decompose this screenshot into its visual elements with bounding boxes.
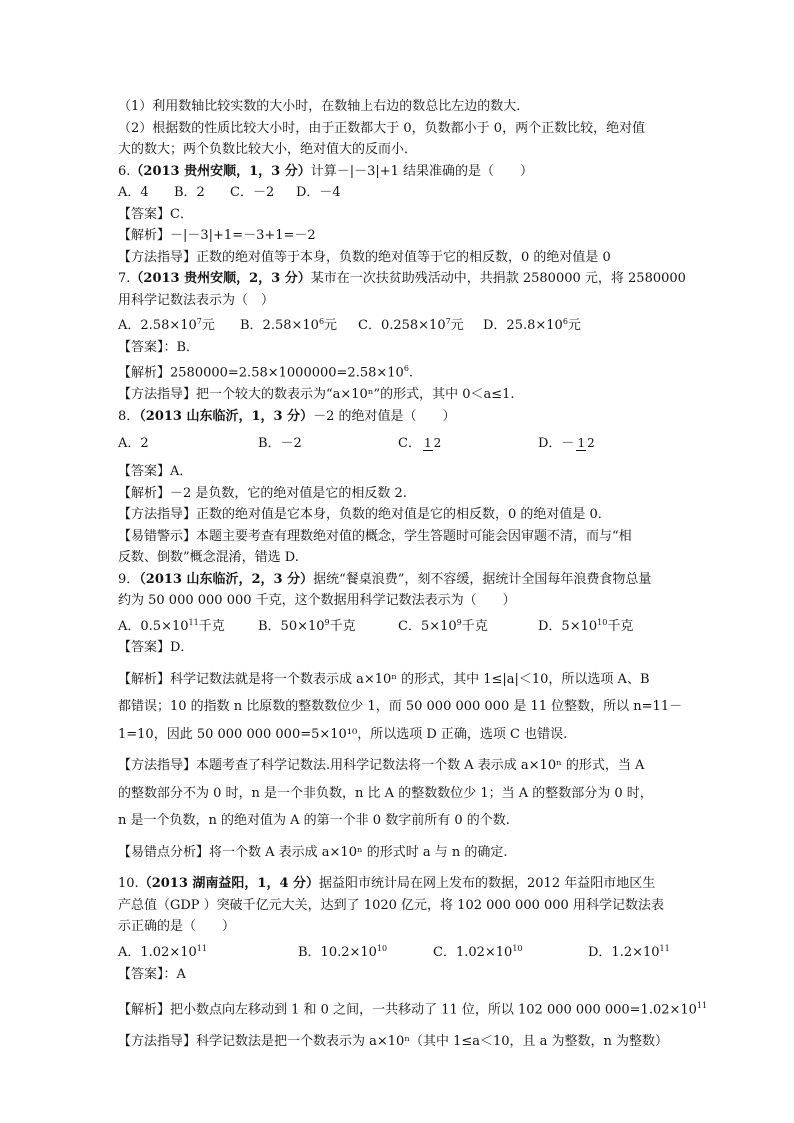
error-analysis: 【易错点分析】将一个数 A 表示成 a×10ⁿ 的形式时 a 与 n 的确定. <box>118 844 508 860</box>
warning: 反数、倒数”概念混淆，错选 D. <box>118 550 299 566</box>
option-c: C． 1 2 <box>398 435 442 452</box>
question-text: 据统“餐桌浪费”，刻不容缓，据统计全国每年浪费食物总量 <box>313 571 652 587</box>
question-number: 7. <box>118 271 131 286</box>
fraction: 1 2 <box>577 435 595 450</box>
question-9-options <box>118 612 678 638</box>
question-8-stem <box>118 406 678 428</box>
question-9-stem <box>118 569 678 591</box>
option-a: A．$1.02\times 10^{11}$ <box>118 943 207 961</box>
question-text: －2 的绝对值是（ ） <box>313 408 456 424</box>
question-text: 用科学记数法表示为（ ） <box>118 292 275 308</box>
paragraph: 大的数大；两个负数比较大小，绝对值大的反而小． <box>118 142 418 157</box>
question-text: 计算－|－3|+1 结果准确的是（ ） <box>310 163 534 179</box>
analysis: 【解析】－2 是负数，它的绝对值是它的相反数 2. <box>118 485 407 501</box>
option-d: D．$25.8\times 10^6$元 <box>483 317 581 334</box>
method-guide: 的整数部分不为 0 时，n 是一个非负数，n 比 A 的整数数位少 1；当 A 的整数部分为 0 时， <box>118 785 653 801</box>
question-source: （2013 山东临沂，1，3 分） <box>139 408 314 424</box>
question-text: 某市在一次扶贫助残活动中，共捐款 2580000 元，将 2580000 <box>310 271 686 286</box>
question-10-options <box>118 938 678 964</box>
question-text: 产总值（GDP ）突破千亿元大关，达到了 1020 亿元，将 102 000 000 000 用科学记数法表 <box>118 897 664 913</box>
option-d: D．－ 1 2 <box>538 435 595 452</box>
question-6-options <box>118 182 678 204</box>
question-source: （2013 山东临沂，2，3 分） <box>139 571 314 587</box>
option-c: C．$0.258\times 10^7$元 <box>358 317 464 334</box>
answer: 【答案】：A <box>118 966 186 982</box>
option-a: A．$0.5\times 10^{11}$千克 <box>118 617 225 634</box>
question-7-options <box>118 311 678 337</box>
option-a: A．2 <box>118 436 149 452</box>
question-6-stem <box>118 161 678 183</box>
option-c: C．$1.02\times 10^{10}$ <box>433 943 523 961</box>
method-guide: 【方法指导】正数的绝对值等于本身，负数的绝对值等于它的相反数，0 的绝对值是 0 <box>118 249 611 265</box>
option-a: A．$2.58\times 10^7$元 <box>118 317 215 334</box>
warning: 【易错警示】本题主要考查有理数绝对值的概念，学生答题时可能会因审题不清，而与“相 <box>118 528 632 544</box>
analysis: 【解析】科学记数法就是将一个数表示成 a×10ⁿ 的形式，其中 1≤|a|＜10，所以选项 A、B <box>118 671 650 687</box>
option-b: B．$2.58\times 10^6$元 <box>240 317 338 334</box>
analysis: 【解析】－|－3|+1=－3+1=－2 <box>118 228 316 243</box>
option-c: C．－2 <box>230 185 275 200</box>
fraction: 1 2 <box>423 435 442 450</box>
question-text: 约为 50 000 000 000 千克，这个数据用科学记数法表示为（ ） <box>118 593 516 609</box>
paragraph: （2）根据数的性质比较大小时，由于正数都大于 0，负数都小于 0，两个正数比较，绝对值 <box>118 120 646 136</box>
answer: 【答案】：B． <box>118 339 200 355</box>
option-b: B．$50\times 10^9$千克 <box>258 617 356 634</box>
question-source: （2013 贵州安顺，1，3 分） <box>130 163 311 179</box>
question-source: （2013 贵州安顺，2，3 分） <box>130 271 311 286</box>
question-8-options <box>118 427 678 461</box>
analysis: 【解析】$2580000=2.58\times 1000000=2.58\times 10^6$. <box>118 364 414 381</box>
option-d: D．－4 <box>296 185 341 200</box>
option-a: A．4 <box>118 185 149 200</box>
question-text: 示正确的是（ ） <box>118 919 236 935</box>
question-10-stem <box>118 873 678 895</box>
method-guide: 【方法指导】正数的绝对值是它本身，负数的绝对值是它的相反数，0 的绝对值是 0． <box>118 507 611 523</box>
document-page <box>118 96 708 1053</box>
question-number: 9． <box>118 571 140 587</box>
option-b: B．－2 <box>258 436 302 452</box>
option-c: C．$5\times 10^9$千克 <box>398 617 488 634</box>
question-source: （2013 湖南益阳，1，4 分） <box>138 876 320 892</box>
analysis: 【解析】把小数点向左移动到 1 和 0 之间，一共移动了 11 位，所以 102 000 000 $000=1.02\times 10^{11}$ <box>118 1001 708 1018</box>
option-d: D．$5\times 10^{10}$千克 <box>538 617 634 634</box>
question-text: 据益阳市统计局在网上发布的数据，2012 年益阳市地区生 <box>319 876 656 892</box>
option-d: D．$1.2\times 10^{11}$ <box>588 943 670 961</box>
method-guide: n 是一个负数，n 的绝对值为 A 的第一个非 0 数字前所有 0 的个数. <box>118 813 510 829</box>
method-guide: 【方法指导】把一个较大的数表示为“a×10ⁿ”的形式，其中 0＜a≤1. <box>118 387 515 403</box>
question-number: 8． <box>118 408 140 424</box>
option-b: B．$10.2\times 10^{10}$ <box>298 943 388 961</box>
option-b: B．2 <box>174 185 205 200</box>
paragraph: （1）利用数轴比较实数的大小时，在数轴上右边的数总比左边的数大． <box>118 99 530 114</box>
question-7-stem <box>118 268 686 290</box>
answer: 【答案】A． <box>118 464 193 480</box>
method-guide: 【方法指导】科学记数法是把一个数表示为 a×10ⁿ（其中 1≤a＜10，且 a 为整数，n 为整数） <box>118 1034 669 1050</box>
analysis: 都错误；10 的指数 n 比原数的整数数位少 1，而 50 000 000 000 是 11 位整数，所以 n=11－ <box>118 699 683 715</box>
answer: 【答案】D． <box>118 640 194 656</box>
question-number: 6. <box>118 163 131 179</box>
answer: 【答案】C． <box>118 206 193 222</box>
question-number: 10. <box>118 876 139 892</box>
analysis: 1=10，因此 50 000 000 000=5×10¹⁰，所以选项 D 正确，选项 C 也错误. <box>118 726 568 742</box>
method-guide: 【方法指导】本题考查了科学记数法.用科学记数法将一个数 A 表示成 a×10ⁿ 的形式，当 A <box>118 758 645 774</box>
